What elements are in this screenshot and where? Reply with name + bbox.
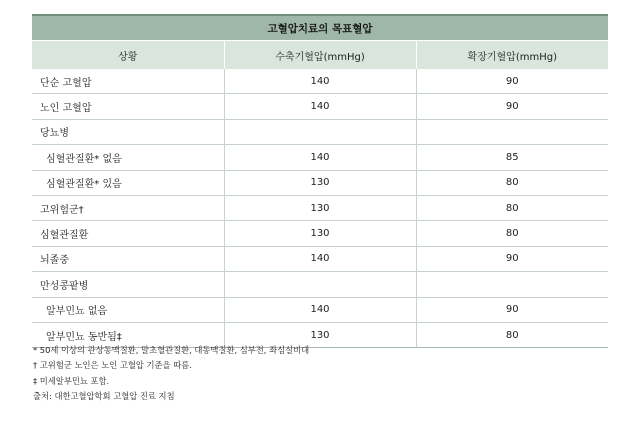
systolic-value: 140: [224, 94, 416, 119]
table-row: [32, 94, 608, 119]
diastolic-value: 80: [416, 170, 608, 195]
systolic-value: 130: [224, 322, 416, 347]
table-row: [32, 221, 608, 246]
systolic-value: 140: [224, 246, 416, 271]
target-bp-table: [32, 14, 608, 348]
diastolic-value: 90: [416, 94, 608, 119]
systolic-value: [224, 119, 416, 144]
diastolic-value: 90: [416, 297, 608, 322]
systolic-value: [224, 272, 416, 297]
footnote-high-risk: † 고위험군 노인은 노인 고혈압 기준을 따름.: [33, 360, 192, 371]
systolic-value: 130: [224, 195, 416, 220]
row-label: 노인 고혈압: [32, 94, 224, 119]
table-row: [32, 119, 608, 144]
table-row: [32, 297, 608, 322]
table-row: [32, 170, 608, 195]
diastolic-value: 80: [416, 322, 608, 347]
header-systolic: 수축기혈압(mmHg): [224, 41, 416, 70]
table-row: [32, 145, 608, 170]
header-diastolic: 확장기혈압(mmHg): [416, 41, 608, 70]
row-label: 알부민뇨 없음: [32, 297, 224, 322]
table-row: [32, 195, 608, 220]
diastolic-value: 80: [416, 195, 608, 220]
row-label: 심혈관질환* 있음: [32, 170, 224, 195]
row-label: 뇌졸중: [32, 246, 224, 271]
systolic-value: 140: [224, 145, 416, 170]
row-label: 당뇨병: [32, 119, 224, 144]
row-label: 심혈관질환* 없음: [32, 145, 224, 170]
diastolic-value: [416, 272, 608, 297]
footnotes: [33, 343, 309, 404]
diastolic-value: 90: [416, 69, 608, 94]
diastolic-value: 90: [416, 246, 608, 271]
header-situation: 상황: [32, 41, 224, 70]
row-label: 심혈관질환: [32, 221, 224, 246]
target-bp-table-container: [32, 14, 608, 348]
systolic-value: 140: [224, 69, 416, 94]
row-label: 만성콩팥병: [32, 272, 224, 297]
diastolic-value: 85: [416, 145, 608, 170]
table-row: [32, 272, 608, 297]
table-title: 고혈압치료의 목표혈압: [32, 15, 608, 41]
row-label: 알부민뇨 동반됨‡: [32, 322, 224, 347]
row-label: 고위험군†: [32, 195, 224, 220]
footnote-source: 출처: 대한고혈압학회 고혈압 진료 지침: [33, 390, 175, 401]
footnote-albuminuria: ‡ 미세알부민뇨 포함.: [33, 375, 110, 386]
table-row: [32, 69, 608, 94]
systolic-value: 130: [224, 221, 416, 246]
systolic-value: 130: [224, 170, 416, 195]
footnote-cardiovascular: * 50세 이상의 관상동맥질환, 말초혈관질환, 대동맥질환, 심부전, 좌심실비대: [33, 345, 310, 355]
table-row: [32, 246, 608, 271]
diastolic-value: [416, 119, 608, 144]
diastolic-value: 80: [416, 221, 608, 246]
row-label: 단순 고혈압: [32, 69, 224, 94]
systolic-value: 140: [224, 297, 416, 322]
